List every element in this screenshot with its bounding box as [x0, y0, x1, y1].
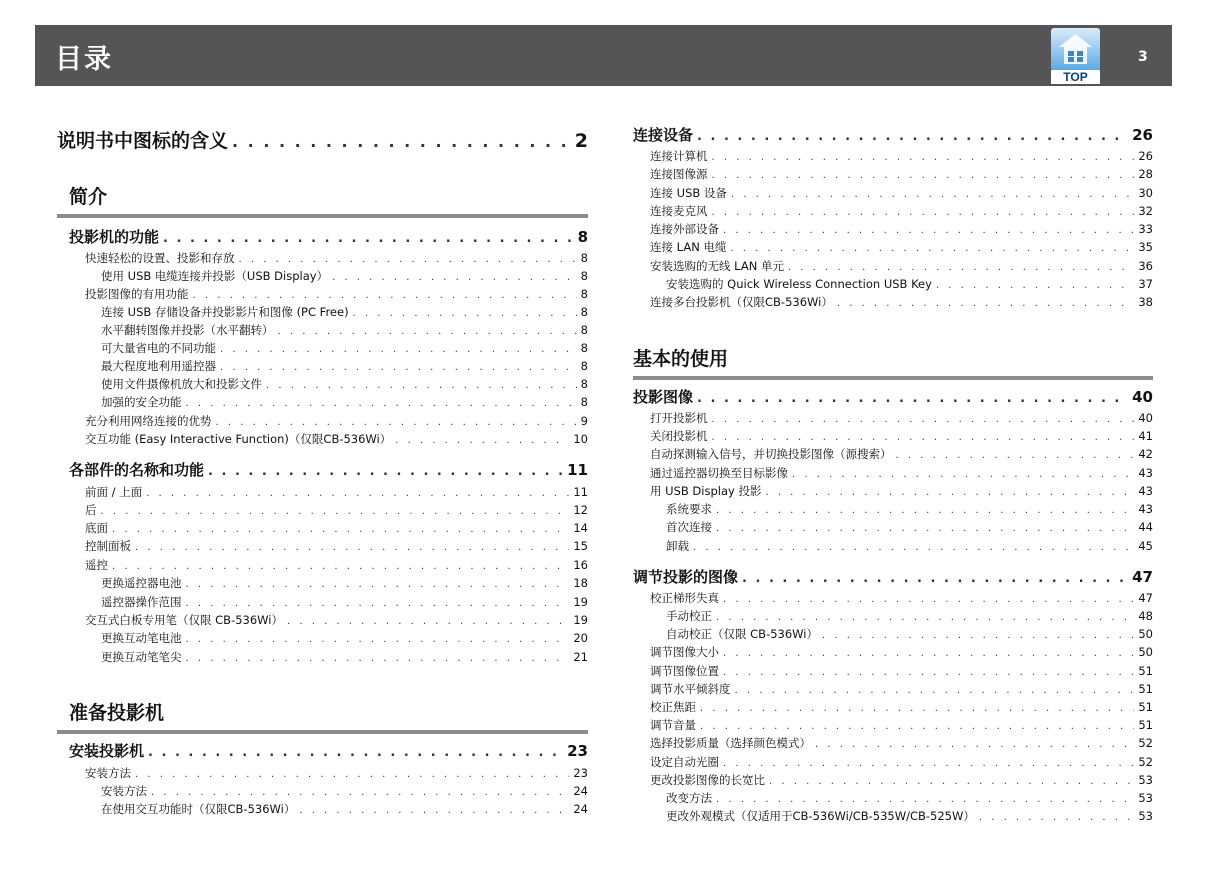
toc-entry-page: 40: [1132, 388, 1153, 406]
toc-entry[interactable]: [666, 538, 1153, 554]
toc-entry-page: 12: [573, 503, 588, 517]
toc-leader: [287, 616, 569, 627]
toc-entry-title: 投影图像: [633, 388, 694, 406]
toc-entry-page: 45: [1138, 539, 1153, 553]
toc-entry-page: 24: [573, 784, 588, 798]
toc-entry-title: 首次连接: [666, 520, 712, 534]
toc-leader: [896, 450, 1135, 461]
toc-entry[interactable]: [85, 557, 588, 573]
toc-entry-page: 11: [567, 461, 588, 479]
toc-entry[interactable]: [650, 754, 1153, 770]
toc-entry-page: 43: [1138, 484, 1153, 498]
toc-entry[interactable]: [85, 250, 588, 266]
toc-entry-title: 选择投影质量（选择颜色模式）: [650, 736, 811, 750]
toc-entry-page: 18: [573, 576, 588, 590]
toc-leader: [135, 542, 569, 553]
toc-entry[interactable]: [650, 166, 1153, 182]
toc-entry-title: 更换互动笔笔尖: [101, 650, 182, 664]
toc-entry[interactable]: [650, 410, 1153, 426]
toc-entry[interactable]: [85, 765, 588, 781]
toc-entry-page: 32: [1138, 204, 1153, 218]
toc-entry-title: 改变方法: [666, 791, 712, 805]
toc-entry-page: 19: [573, 613, 588, 627]
section-header-prepare: 准备投影机: [57, 698, 588, 734]
top-label: TOP: [1051, 70, 1100, 84]
toc-entry-page: 8: [580, 359, 588, 373]
toc-entry-page: 8: [580, 341, 588, 355]
toc-entry-title: 各部件的名称和功能: [69, 461, 205, 479]
toc-entry[interactable]: [650, 258, 1153, 274]
toc-entry-title: 安装投影机: [69, 742, 145, 760]
toc-entry-page: 8: [580, 287, 588, 301]
toc-entry[interactable]: [666, 501, 1153, 517]
toc-entry-page: 8: [580, 251, 588, 265]
toc-entry-page: 14: [573, 521, 588, 535]
toc-leader: [299, 805, 569, 816]
toc-entry[interactable]: [101, 322, 588, 338]
toc-entry[interactable]: [85, 431, 588, 447]
toc-entry-title: 使用文件摄像机放大和投影文件: [101, 377, 262, 391]
toc-entry-page: 26: [1132, 126, 1153, 144]
toc-entry[interactable]: [101, 268, 588, 284]
toc-entry-title: 调节图像大小: [650, 645, 719, 659]
toc-leader: [815, 739, 1134, 750]
toc-entry[interactable]: [650, 717, 1153, 733]
toc-entry[interactable]: [650, 221, 1153, 237]
toc-leader: [193, 290, 577, 301]
toc-entry-page: 37: [1138, 277, 1153, 291]
section-header-intro: 简介: [57, 182, 588, 218]
toc-entry-page: 35: [1138, 240, 1153, 254]
toc-entry[interactable]: [650, 465, 1153, 481]
toc-leader: [723, 648, 1134, 659]
toc-entry-page: 51: [1138, 682, 1153, 696]
toc-entry-page: 44: [1138, 520, 1153, 534]
toc-entry-title: 卸载: [666, 539, 689, 553]
toc-entry[interactable]: [633, 386, 1153, 407]
toc-entry-page: 2: [574, 130, 588, 152]
toc-leader: [151, 787, 569, 798]
toc-entry[interactable]: [650, 428, 1153, 444]
toc-entry-page: 16: [573, 558, 588, 572]
toc-entry-page: 11: [573, 485, 588, 499]
toc-entry-title: 关闭投影机: [650, 429, 708, 443]
toc-entry-page: 52: [1138, 736, 1153, 750]
toc-leader: [712, 414, 1135, 425]
toc-leader: [332, 272, 577, 283]
toc-leader: [163, 231, 574, 246]
toc-entry-page: 24: [573, 802, 588, 816]
toc-entry-page: 51: [1138, 700, 1153, 714]
section-header-basic-use: 基本的使用: [633, 344, 1153, 380]
toc-leader: [712, 207, 1135, 218]
toc-leader: [220, 344, 577, 355]
toc-entry-page: 8: [580, 395, 588, 409]
toc-entry-page: 8: [580, 305, 588, 319]
page-header: [35, 25, 1172, 86]
toc-leader: [723, 758, 1134, 769]
toc-entry[interactable]: [101, 376, 588, 392]
toc-entry-page: 38: [1138, 295, 1153, 309]
toc-entry-page: 48: [1138, 609, 1153, 623]
toc-entry-page: 51: [1138, 664, 1153, 678]
toc-entry[interactable]: [85, 286, 588, 302]
toc-entry-title: 自动校正（仅限 CB-536Wi）: [666, 627, 818, 641]
toc-entry-page: 47: [1138, 591, 1153, 605]
toc-entry-title: 加强的安全功能: [101, 395, 182, 409]
toc-entry[interactable]: [666, 808, 1153, 824]
toc-leader: [148, 745, 563, 760]
toc-entry-page: 52: [1138, 755, 1153, 769]
toc-leader: [697, 391, 1128, 406]
toc-entry-page: 50: [1138, 645, 1153, 659]
toc-entry-page: 53: [1138, 791, 1153, 805]
toc-entry[interactable]: [650, 239, 1153, 255]
toc-leader: [101, 506, 570, 517]
toc-entry-title: 调节水平倾斜度: [650, 682, 731, 696]
toc-entry[interactable]: [666, 519, 1153, 535]
toc-entry-title: 连接麦克风: [650, 204, 708, 218]
toc-leader: [697, 129, 1128, 144]
toc-entry-title: 手动校正: [666, 609, 712, 623]
toc-entry[interactable]: [69, 459, 588, 480]
toc-leader: [723, 594, 1134, 605]
toc-entry-page: 40: [1138, 411, 1153, 425]
toc-leader: [186, 579, 570, 590]
toc-entry-page: 23: [567, 742, 588, 760]
toc-entry[interactable]: [85, 484, 588, 500]
toc-entry[interactable]: [85, 413, 588, 429]
toc-entry-title: 校正焦距: [650, 700, 696, 714]
toc-entry[interactable]: [101, 304, 588, 320]
toc-entry-title: 控制面板: [85, 539, 131, 553]
toc-entry[interactable]: [633, 124, 1153, 145]
toc-entry[interactable]: [666, 608, 1153, 624]
page-title: 目录: [55, 44, 113, 75]
toc-leader: [936, 280, 1134, 291]
toc-entry-page: 15: [573, 539, 588, 553]
toc-entry-title: 调节音量: [650, 718, 696, 732]
projector-home-icon: [1051, 28, 1100, 71]
toc-entry-title: 遥控: [85, 558, 108, 572]
toc-entry-title: 水平翻转图像并投影（水平翻转）: [101, 323, 274, 337]
toc-entry-title: 设定自动光圈: [650, 755, 719, 769]
toc-leader: [730, 243, 1134, 254]
toc-entry[interactable]: [85, 612, 588, 628]
toc-leader: [700, 721, 1134, 732]
toc-entry-page: 8: [580, 323, 588, 337]
toc-entry-title: 自动探测输入信号，并切换投影图像（源搜索）: [650, 447, 892, 461]
toc-entry-page: 20: [573, 631, 588, 645]
toc-entry[interactable]: [85, 538, 588, 554]
toc-entry-page: 47: [1132, 568, 1153, 586]
toc-entry[interactable]: [101, 649, 588, 665]
toc-entry-page: 33: [1138, 222, 1153, 236]
toc-entry-title: 安装方法: [85, 766, 131, 780]
toc-leader: [742, 571, 1128, 586]
toc-entry-title: 连接外部设备: [650, 222, 719, 236]
toc-entry[interactable]: [633, 566, 1153, 587]
toc-entry-title: 连接设备: [633, 126, 694, 144]
toc-leader: [723, 225, 1134, 236]
toc-entry-title: 充分利用网络连接的优势: [85, 414, 212, 428]
toc-leader: [716, 794, 1134, 805]
toc-entry[interactable]: [666, 790, 1153, 806]
toc-leader: [395, 435, 569, 446]
toc-leader: [186, 653, 570, 664]
toc-entry[interactable]: [650, 590, 1153, 606]
toc-leader: [788, 262, 1134, 273]
toc-entry-title: 安装方法: [101, 784, 147, 798]
toc-entry-title: 遥控器操作范围: [101, 595, 182, 609]
toc-leader: [712, 152, 1135, 163]
toc-entry-title: 最大程度地利用遥控器: [101, 359, 216, 373]
toc-entry-page: 8: [577, 228, 588, 246]
toc-entry-title: 安装选购的无线 LAN 单元: [650, 259, 784, 273]
toc-leader: [112, 524, 569, 535]
toc-entry-page: 51: [1138, 718, 1153, 732]
toc-entry[interactable]: [101, 340, 588, 356]
toc-entry[interactable]: [650, 663, 1153, 679]
toc-leader: [723, 667, 1134, 678]
toc-entry-title: 校正梯形失真: [650, 591, 719, 605]
toc-leader: [716, 523, 1134, 534]
toc-leader: [266, 380, 577, 391]
toc-entry-page: 53: [1138, 809, 1153, 823]
toc-entry-page: 43: [1138, 466, 1153, 480]
toc-entry-title: 系统要求: [666, 502, 712, 516]
toc-leader: [135, 769, 569, 780]
toc-entry[interactable]: [101, 594, 588, 610]
toc-entry-title: 投影机的功能: [69, 228, 160, 246]
toc-leader: [220, 362, 577, 373]
toc-entry-title: 使用 USB 电缆连接并投影（USB Display）: [101, 269, 329, 283]
toc-leader: [979, 812, 1135, 823]
toc-entry[interactable]: [101, 630, 588, 646]
toc-entry-title: 交互式白板专用笔（仅限 CB-536Wi）: [85, 613, 283, 627]
toc-entry[interactable]: [650, 735, 1153, 751]
toc-leader: [716, 612, 1134, 623]
toc-entry[interactable]: [650, 294, 1153, 310]
toc-entry-title: 连接 USB 存储设备并投影影片和图像 (PC Free): [101, 305, 349, 319]
toc-leader: [712, 432, 1135, 443]
toc-entry-title: 连接计算机: [650, 149, 708, 163]
toc-entry-title: 连接图像源: [650, 167, 708, 181]
toc-entry-page: 10: [573, 432, 588, 446]
toc-entry-page: 8: [580, 269, 588, 283]
toc-entry[interactable]: [650, 681, 1153, 697]
toc-leader: [731, 189, 1134, 200]
toc-leader: [186, 598, 570, 609]
toc-entry-title: 更换遥控器电池: [101, 576, 182, 590]
toc-entry[interactable]: [69, 740, 588, 761]
toc-entry-title: 说明书中图标的含义: [57, 130, 229, 152]
toc-entry-page: 43: [1138, 502, 1153, 516]
toc-leader: [765, 487, 1134, 498]
toc-entry[interactable]: [101, 783, 588, 799]
toc-leader: [186, 398, 577, 409]
toc-leader: [716, 505, 1134, 516]
toc-entry-page: 41: [1138, 429, 1153, 443]
toc-entry[interactable]: [69, 226, 588, 247]
toc-leader: [146, 488, 569, 499]
toc-entry-page: 50: [1138, 627, 1153, 641]
toc-entry[interactable]: [101, 575, 588, 591]
toc-entry-title: 前面 / 上面: [85, 485, 143, 499]
toc-entry-page: 53: [1138, 773, 1153, 787]
toc-entry-page: 23: [573, 766, 588, 780]
toc-leader: [186, 634, 570, 645]
toc-leader: [837, 298, 1135, 309]
toc-leader: [822, 630, 1134, 641]
toc-entry-title: 安装选购的 Quick Wireless Connection USB Key: [666, 277, 932, 291]
toc-entry-title: 连接多台投影机（仅限CB-536Wi）: [650, 295, 833, 309]
toc-leader: [112, 561, 569, 572]
toc-entry[interactable]: [650, 185, 1153, 201]
toc-leader: [769, 776, 1134, 787]
toc-entry-title: 更改投影图像的长宽比: [650, 773, 765, 787]
toc-leader: [792, 469, 1134, 480]
toc-entry-page: 28: [1138, 167, 1153, 181]
toc-entry[interactable]: [650, 446, 1153, 462]
toc-leader: [216, 417, 577, 428]
toc-entry-title: 调节图像位置: [650, 664, 719, 678]
toc-entry-title: 底面: [85, 521, 108, 535]
toc-entry-title: 后: [85, 503, 97, 517]
toc-entry-title: 用 USB Display 投影: [650, 484, 762, 498]
page-number: 3: [1138, 49, 1148, 65]
toc-entry-title: 更改外观模式（仅适用于CB-536Wi/CB-535W/CB-525W）: [666, 809, 975, 823]
toc-entry-title: 在使用交互功能时（仅限CB-536Wi）: [101, 802, 296, 816]
toc-leader: [700, 703, 1134, 714]
toc-entry-title: 打开投影机: [650, 411, 708, 425]
toc-entry-title: 调节投影的图像: [633, 568, 739, 586]
toc-entry[interactable]: [101, 394, 588, 410]
toc-entry-title: 投影图像的有用功能: [85, 287, 189, 301]
toc-entry-title: 可大量省电的不同功能: [101, 341, 216, 355]
toc-entry-title: 连接 LAN 电缆: [650, 240, 727, 254]
toc-entry[interactable]: [85, 502, 588, 518]
toc-entry[interactable]: [650, 483, 1153, 499]
toc-entry-title: 通过遥控器切换至目标影像: [650, 466, 788, 480]
toc-entry-title: 连接 USB 设备: [650, 186, 727, 200]
toc-entry[interactable]: [650, 644, 1153, 660]
toc-entry-page: 26: [1138, 149, 1153, 163]
toc-leader: [278, 326, 577, 337]
top-button[interactable]: [1051, 28, 1100, 84]
toc-entry-title: 快速轻松的设置、投影和存放: [85, 251, 235, 265]
toc-leader: [735, 685, 1135, 696]
toc-leader: [208, 464, 563, 479]
toc-entry-icons-meaning[interactable]: [57, 126, 588, 153]
toc-entry[interactable]: [650, 148, 1153, 164]
toc-entry[interactable]: [85, 520, 588, 536]
toc-entry[interactable]: [666, 276, 1153, 292]
toc-entry[interactable]: [650, 699, 1153, 715]
toc-entry-page: 19: [573, 595, 588, 609]
toc-entry-page: 42: [1138, 447, 1153, 461]
toc-entry[interactable]: [650, 772, 1153, 788]
toc-entry[interactable]: [101, 801, 588, 817]
toc-leader: [712, 170, 1135, 181]
toc-entry-page: 8: [580, 377, 588, 391]
toc-entry-title: 交互功能 (Easy Interactive Function)（仅限CB-536Wi）: [85, 432, 392, 446]
toc-entry[interactable]: [650, 203, 1153, 219]
toc-leader: [232, 132, 571, 151]
toc-entry-page: 36: [1138, 259, 1153, 273]
toc-entry[interactable]: [101, 358, 588, 374]
toc-leader: [693, 542, 1134, 553]
toc-leader: [353, 308, 577, 319]
toc-entry-page: 21: [573, 650, 588, 664]
toc-entry-page: 9: [580, 414, 588, 428]
toc-leader: [239, 254, 577, 265]
toc-entry-title: 更换互动笔电池: [101, 631, 182, 645]
toc-entry[interactable]: [666, 626, 1153, 642]
toc-entry-page: 30: [1138, 186, 1153, 200]
